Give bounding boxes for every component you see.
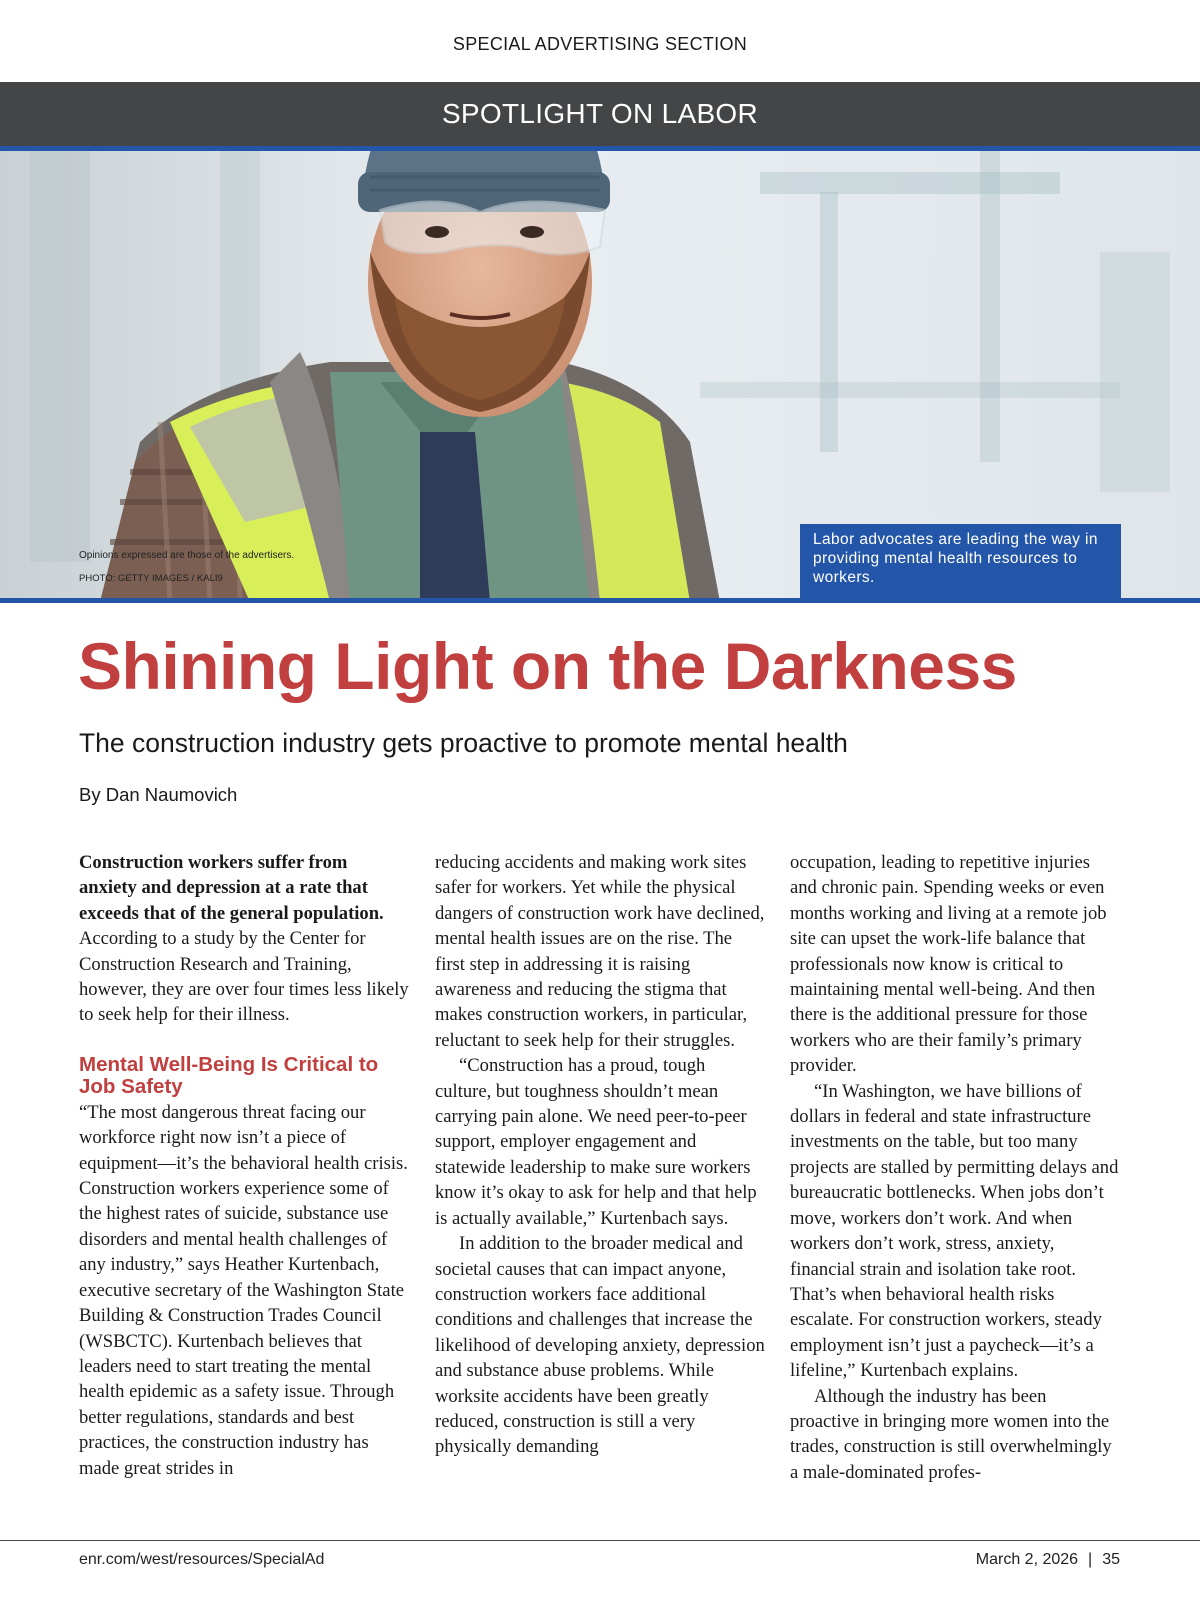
issue-date: March 2, 2026 bbox=[975, 1551, 1079, 1568]
advertiser-disclaimer: Opinions expressed are those of the advertisers. bbox=[79, 550, 295, 561]
page-number: 35 bbox=[1102, 1551, 1120, 1568]
body-paragraph: Although the industry has been proactive in bringing more women into the trades, construction is still overwhelmingly a male-dominated profes- bbox=[790, 1385, 1112, 1483]
footer-url-link[interactable]: enr.com/west/resources/SpecialAd bbox=[79, 1551, 325, 1568]
banner-divider bbox=[0, 146, 1200, 151]
footer-page-info bbox=[976, 1551, 1120, 1569]
body-paragraph: “In Washington, we have billions of dollars in federal and state infrastructure investments on the table, but too many projects are stalled by permitting delays and bureaucratic bottlenecks. When jobs don’t move, workers don’t work. And when workers don’t work, stress, anxiety, financial strain and isolation take root. That’s when behavioral health risks escalate. For construction workers, steady employment isn’t just a paycheck—it’s a lifeline,” Kurtenbach explains. bbox=[790, 1080, 1119, 1382]
footer-divider bbox=[0, 1540, 1200, 1541]
lede-text: According to a study by the Center for Construction Research and Training, however, they are over four times less likely to seek help for their illness. bbox=[79, 928, 409, 1026]
hero-divider bbox=[0, 598, 1200, 603]
photo-credit: PHOTO: GETTY IMAGES / KALI9 bbox=[79, 573, 223, 584]
section-heading: Mental Well-Being Is Critical to Job Safety bbox=[79, 1052, 379, 1098]
article-byline: By Dan Naumovich bbox=[79, 784, 238, 805]
photo-caption: Labor advocates are leading the way in providing mental health resources to workers. bbox=[800, 524, 1121, 598]
body-paragraph: occupation, leading to repetitive injuries and chronic pain. Spending weeks or even months working and living at a remote job site can upset the work-life balance that professionals now know is critical to maintaining mental well-being. And then there is the additional pressure for those workers who are their family’s primary provider. bbox=[790, 852, 1107, 1077]
lede-bold-text: Construction workers suffer from anxiety and depression at a rate that exceeds that of the general population. bbox=[79, 852, 384, 924]
footer-separator: | bbox=[1088, 1551, 1093, 1568]
article-headline: Shining Light on the Darkness bbox=[78, 629, 1017, 703]
spotlight-banner bbox=[0, 82, 1200, 146]
article-column-1 bbox=[79, 850, 409, 1481]
article-column-3 bbox=[790, 850, 1120, 1485]
lede-paragraph bbox=[79, 850, 409, 1028]
article-column-2 bbox=[435, 850, 765, 1460]
body-paragraph: In addition to the broader medical and societal causes that can impact anyone, construction workers face additional conditions and challenges that increase the likelihood of developing anxiety, depression and substance abuse problems. While worksite accidents have been greatly reduced, construction is still a very physically demanding bbox=[435, 1233, 765, 1458]
body-paragraph: “The most dangerous threat facing our workforce right now isn’t a piece of equipment—it’s the behavioral health crisis. Construction workers experience some of the highest rates of suicide, substance use disorders and mental health challenges of any industry,” says Heather Kurtenbach, executive secretary of the Washington State Building & Construction Trades Council (WSBCTC). Kurtenbach believes that leaders need to start treating the mental health epidemic as a safety issue. Through better regulations, standards and best practices, the construction industry has made great strides in bbox=[79, 1101, 408, 1479]
article-subheadline: The construction industry gets proactive to promote mental health bbox=[79, 728, 848, 758]
body-paragraph: reducing accidents and making work sites safer for workers. Yet while the physical dangers of construction work have declined, mental health issues are on the rise. The first step in addressing it is raising awareness and reducing the stigma that makes construction workers, in particular, reluctant to seek help for their struggles. bbox=[435, 852, 765, 1051]
body-paragraph: “Construction has a proud, tough culture, but toughness shouldn’t mean carrying pain alone. We need peer-to-peer support, employer engagement and statewide leadership to make sure workers know it’s okay to ask for help and that help is actually available,” Kurtenbach says. bbox=[435, 1055, 757, 1229]
banner-title: SPOTLIGHT ON LABOR bbox=[441, 98, 759, 129]
section-label: SPECIAL ADVERTISING SECTION bbox=[452, 34, 748, 54]
